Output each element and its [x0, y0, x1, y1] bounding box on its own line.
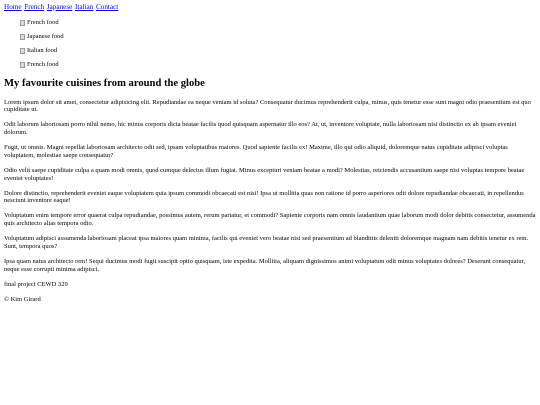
footer-copyright: © Kim Girard [4, 295, 41, 303]
page-footer [4, 281, 536, 304]
paragraph: Lorem ipsum dolor sit amet, consectetur adipisicing elit. Repudiandae ea neque veniam id soluta? Consequatur ducimus reprehenderit culpa, minus, quis tenetur esse sunt magni odio praesentium est quo cupiditate ut. [4, 98, 531, 114]
broken-image-icon [20, 48, 25, 54]
paragraph: Fugit, ut omnis. Magni repellat laboriosam architecto odit sed, ipsam voluptatibus maiores. Quod sapiente facilis ex! Maxime, illo qui odio aliquid, doloremque natus cupiditate adipisci voluptas voluptatem, molestiae saepe consequatur? [4, 144, 508, 159]
paragraph: Ipsa quam natus architecto rem! Sequi ducimus modi fugit suscipit optio quisquam, iste expedita. Mollitia, aliquam dignissimos animi voluptatum odit minus voluptates dolores? Deserunt consequatur, neque esse corrupti minima adipisci. [4, 257, 526, 273]
top-nav [4, 3, 536, 12]
image-italian-food [20, 46, 536, 56]
nav-link-italian[interactable]: Italian [74, 3, 94, 11]
image-alt-text: French food [27, 60, 59, 68]
image-alt-text: Italian food [27, 46, 58, 54]
footer-project: final project CEWD 329 [4, 280, 68, 288]
paragraph: Voluptatum adipisci assumenda laboriosam placeat ipsa maiores quam minima, facilis qui eveniet vero beatae nisi sed praesentium ad blanditiis deleniti doloremque magnam nam debitis tenetur ex rem. Sunt, tempora quos? [4, 235, 529, 250]
nav-link-home[interactable]: Home [4, 3, 22, 11]
image-french-food [20, 18, 536, 28]
broken-image-icon [20, 34, 25, 40]
image-alt-text: Japanese food [27, 32, 64, 40]
nav-link-french[interactable]: French [24, 3, 45, 11]
page-title: My favourite cuisines from around the globe [4, 77, 205, 89]
nav-link-contact[interactable]: Contact [95, 3, 119, 11]
paragraph: Odio velit saepe cupiditate culpa a quam modi omnis, quod cumque delectus illum fugiat. Minus excepturi veniam beatae a modi? Molestias, reiciendis accusantium saepe nisi voluptas tempore beatae eveniet voluptates! [4, 166, 525, 182]
main-content [4, 99, 536, 274]
paragraph: Dolore distinctio, reprehenderit eveniet eaque voluptatem quia ipsum commodi obcaecati est nisi! Ipsa ut mollitia quas non ratione id porro asperiores odit dolore repudiandae obcaecati, in repellendus nesciunt inventore eaque! [4, 189, 524, 205]
image-gallery [20, 18, 536, 70]
image-japanese-food [20, 32, 536, 42]
broken-image-icon [20, 20, 25, 26]
image-alt-text: French food [27, 18, 59, 26]
broken-image-icon [20, 62, 25, 68]
paragraph: Odit laborum laboriosam porro nihil nemo, hic minus corporis dicta beatae facilis quod quisquam aspernatur illo eos? At, ut, inventore voluptate, nulla laboriosam nisi distinctio ex ab ipsam eveniet dolorum. [4, 121, 517, 137]
image-french-food-2 [20, 60, 536, 70]
nav-link-japanese[interactable]: Japanese [46, 3, 73, 11]
paragraph: Voluptatum enim tempore error quaerat culpa repudiandae, possimus autem, rerum pariatur, et commodi? Sapiente corporis nam omnis laudantium quae laborum modi dolor debitis consectetur, assumenda quis architecto alias tempora odio. [4, 212, 536, 228]
